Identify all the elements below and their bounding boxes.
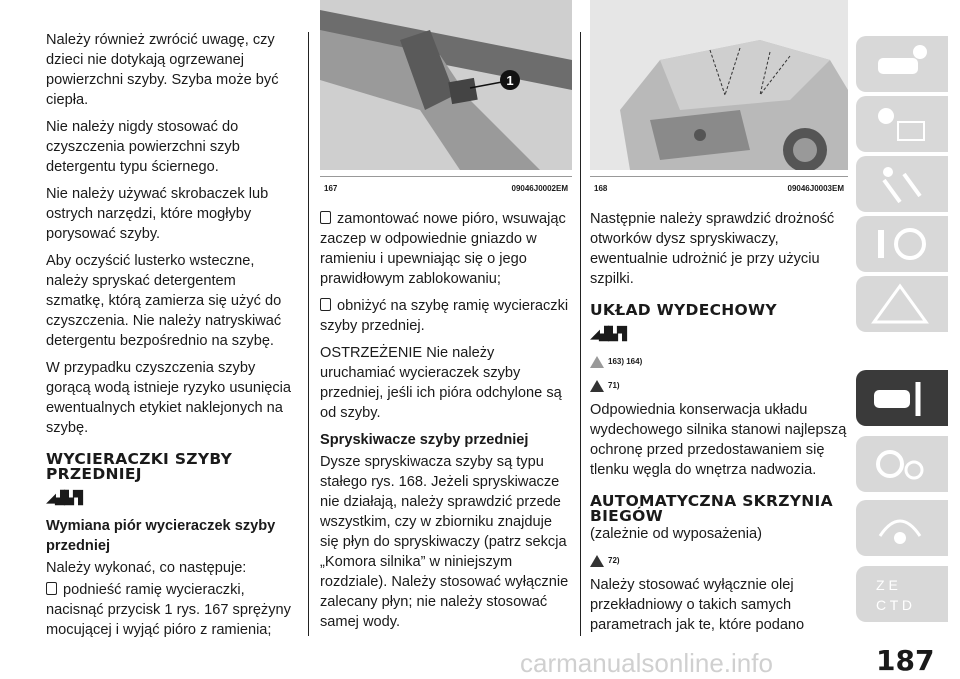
bullet-icon [320, 211, 331, 224]
figure-code: 09046J0003EM [787, 184, 844, 193]
paragraph: OSTRZEŻENIE Nie należy uruchamiać wycieraczek szyby przedniej, jeśli ich pióra odchylone są od szyby. [320, 345, 562, 421]
wiper-photo [320, 0, 572, 170]
paragraph: W przypadku czyszczenia szyby gorącą wodą istnieje ryzyko usunięcia ewentualnych etykiet naklejonych na szybę. [46, 360, 291, 436]
car-hood-photo [590, 0, 848, 170]
page-number: 187 [876, 644, 935, 677]
lights-mail-icon [870, 102, 930, 146]
tab-multimedia[interactable] [856, 500, 948, 556]
section-heading: WYCIERACZKI SZYBY PRZEDNIEJ [46, 450, 233, 483]
tab-index[interactable] [856, 566, 948, 622]
tab-car-info[interactable] [856, 36, 948, 92]
paragraph: Następnie należy sprawdzić drożność otworków dysz spryskiwaczy, ewentualnie udrożnić je przy użyciu szpilki. [590, 211, 835, 287]
figure-caption [324, 179, 568, 199]
maintenance-icon [870, 376, 930, 420]
paragraph: Należy wykonać, co następuje: [46, 560, 247, 576]
car-variant-icon: ◢▟▙▜ [590, 326, 626, 341]
paragraph: Dysze spryskiwacza szyby są typu stałego rys. 168. Jeżeli spryskiwacze nie działają, należy sprawdzić przede wszystkim, czy w zbiorniku znajduje się płyn do spryskiwaczy (patrz sekcja „Komora silnika” w niniejszym rozdziale). Należy stosować wyłącznie zalecany płyn; nie należy stosować samej wody. [320, 454, 569, 630]
tab-warning[interactable] [856, 276, 948, 332]
start-steering-icon [870, 222, 930, 266]
car-info-icon [870, 42, 930, 86]
bullet-item: obniżyć na szybę ramię wycieraczki szyby przedniej. [320, 298, 569, 334]
tab-technical[interactable] [856, 436, 948, 492]
section-heading: UKŁAD WYDECHOWY [590, 301, 777, 319]
subsection-heading: Wymiana piór wycieraczek szyby przedniej [46, 518, 276, 554]
watermark: carmanualsonline.info [520, 648, 773, 678]
figure-number: 167 [324, 184, 338, 193]
warning-icon [590, 555, 604, 567]
column-divider [308, 32, 309, 636]
tab-lights[interactable] [856, 96, 948, 152]
paragraph: Nie należy nigdy stosować do czyszczenia powierzchni szyb detergentu typu ściernego. [46, 119, 240, 175]
text-column-2 [320, 0, 572, 639]
bullet-icon [46, 582, 57, 595]
reference-numbers: 71) [590, 376, 848, 396]
warning-road-icon [870, 282, 930, 326]
text-column-3 [590, 0, 848, 642]
index-icon [870, 572, 930, 616]
bullet-item: podnieść ramię wycieraczki, nacisnąć przycisk 1 rys. 167 sprężyny mocującej i wyjąć pióro z ramienia; [46, 582, 291, 638]
subsection-heading: Spryskiwacze szyby przedniej [320, 432, 529, 448]
paragraph: Należy również zwrócić uwagę, czy dzieci nie dotykają ogrzewanej powierzchni szyby. Szyba może być ciepła. [46, 32, 279, 108]
figure-caption [594, 179, 844, 199]
paragraph: Należy stosować wyłącznie olej przekładniowy o takich samych parametrach jak te, które podano [590, 577, 805, 633]
svg-text:C T D: C T D [876, 597, 913, 613]
warning-icon [590, 380, 604, 392]
tab-maintenance[interactable] [856, 370, 948, 426]
column-divider [580, 32, 581, 636]
section-heading: AUTOMATYCZNA SKRZYNIA BIEGÓW [590, 492, 833, 525]
tab-safety[interactable] [856, 156, 948, 212]
paragraph: Nie należy używać skrobaczek lub ostrych narzędzi, które mogłyby porysować szyby. [46, 186, 269, 242]
media-icon [870, 506, 930, 550]
figure-168 [590, 0, 848, 177]
bullet-item: zamontować nowe pióro, wsuwając zaczep w odpowiednie gniazdo w ramieniu i upewniając się o jego prawidłowym zablokowaniu; [320, 211, 566, 287]
bullet-icon [320, 298, 331, 311]
warning-icon [590, 356, 604, 368]
figure-number: 168 [594, 184, 608, 193]
paragraph: Odpowiednia konserwacja układu wydechowego silnika stanowi najlepszą ochronę przed przedostawaniem się tlenku węgla do wnętrza nadwozia. [590, 402, 847, 478]
figure-167 [320, 0, 572, 177]
safety-icon [870, 162, 930, 206]
tab-start[interactable] [856, 216, 948, 272]
paragraph: Aby oczyścić lusterko wsteczne, należy spryskać detergentem szmatkę, którą zamierza się użyć do czyszczenia. Nie należy natryskiwać detergentu bezpośrednio na szybę. [46, 253, 282, 349]
car-variant-icon: ◢▟▙▜ [46, 490, 82, 505]
text-column-1 [46, 30, 292, 647]
reference-numbers: 163) 164) [590, 352, 848, 372]
svg-text:Z E: Z E [876, 577, 898, 593]
reference-numbers: 72) [590, 551, 848, 571]
figure-code: 09046J0002EM [511, 184, 568, 193]
callout-number: 1 [506, 73, 514, 88]
heading-note: (zależnie od wyposażenia) [590, 526, 762, 542]
gears-icon [870, 442, 930, 486]
